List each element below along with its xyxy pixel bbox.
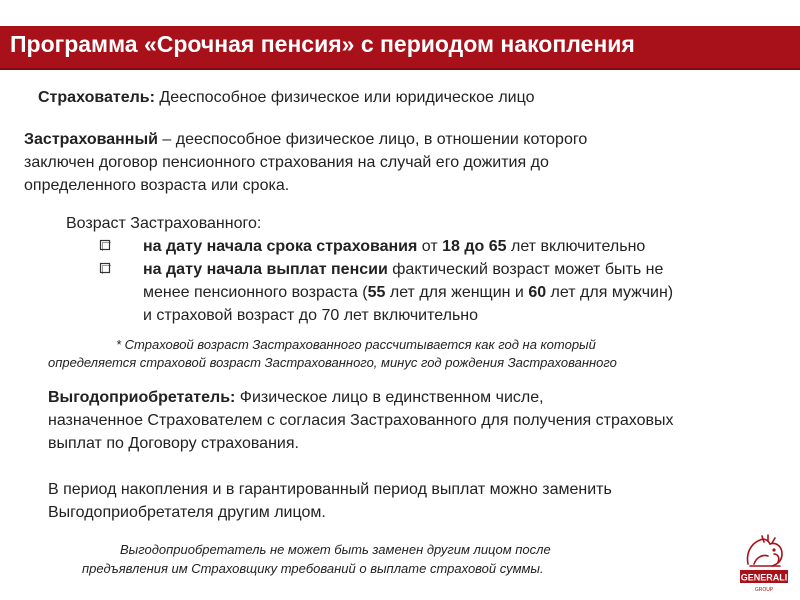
insurer-definition bbox=[38, 86, 535, 109]
logo-text: GENERALI bbox=[740, 572, 788, 583]
age-item-1-rest: лет включительно bbox=[506, 238, 646, 255]
age-item-1-bold: на дату начала срока страхования bbox=[143, 238, 418, 255]
insurer-term: Страхователь: bbox=[38, 89, 155, 106]
note-line1: * Страховой возраст Застрахованного рассчитывается как год на который bbox=[116, 337, 596, 352]
beneficiary-line2: назначенное Страхователем с согласия Застрахованного для получения страховых bbox=[48, 412, 674, 429]
age-item-1-range: 18 до 65 bbox=[442, 238, 507, 255]
age-title: Возраст Застрахованного: bbox=[66, 215, 262, 232]
age-item-2-line2c: лет для женщин и bbox=[385, 284, 529, 301]
replace-line1: В период накопления и в гарантированный период выплат можно заменить bbox=[48, 481, 612, 498]
age-item-2-line2e: лет для мужчин) bbox=[546, 284, 674, 301]
age-item-2-rest: фактический возраст может быть не bbox=[387, 261, 664, 278]
age-item-2-women: 55 bbox=[367, 284, 386, 301]
beneficiary-line1: Физическое лицо в единственном числе, bbox=[235, 389, 544, 406]
insured-line2: заключен договор пенсионного страхования на случай его дожития до bbox=[24, 154, 549, 171]
generali-logo bbox=[734, 528, 794, 594]
title-bar bbox=[0, 26, 800, 68]
beneficiary-definition bbox=[48, 386, 798, 455]
age-item-2-line3: и страховой возраст до 70 лет включительно bbox=[143, 307, 479, 324]
age-item-2-line2a: менее пенсионного возраста ( bbox=[143, 284, 368, 301]
age-item-2-bold: на дату начала выплат пенсии bbox=[143, 261, 388, 278]
footer-note-line1: Выгодоприобретатель не может быть заменен другим лицом после bbox=[120, 542, 551, 557]
beneficiary-line3: выплат по Договору страхования. bbox=[48, 435, 299, 452]
checkbox-icon bbox=[99, 239, 111, 251]
footer-note-line2: предъявления им Страховщику требований о выплате страховой суммы. bbox=[82, 561, 544, 576]
age-item-2-men: 60 bbox=[528, 284, 547, 301]
insured-term: Застрахованный bbox=[24, 131, 158, 148]
insurer-text: Дееспособное физическое или юридическое лицо bbox=[154, 89, 535, 106]
age-item-1-mid: от bbox=[417, 238, 443, 255]
beneficiary-term: Выгодоприобретатель: bbox=[48, 389, 236, 406]
insured-definition bbox=[24, 128, 744, 197]
page-title: Программа «Срочная пенсия» с периодом накопления bbox=[10, 31, 635, 57]
logo-subtext: GROUP bbox=[754, 587, 774, 593]
checkbox-icon bbox=[99, 262, 111, 274]
insured-line1: – дееспособное физическое лицо, в отношении которого bbox=[157, 131, 588, 148]
replace-paragraph bbox=[48, 478, 768, 524]
replace-line2: Выгодоприобретателя другим лицом. bbox=[48, 504, 326, 521]
note-line2: определяется страховой возраст Застрахованного, минус год рождения Застрахованного bbox=[48, 355, 617, 370]
insured-line3: определенного возраста или срока. bbox=[24, 177, 290, 194]
